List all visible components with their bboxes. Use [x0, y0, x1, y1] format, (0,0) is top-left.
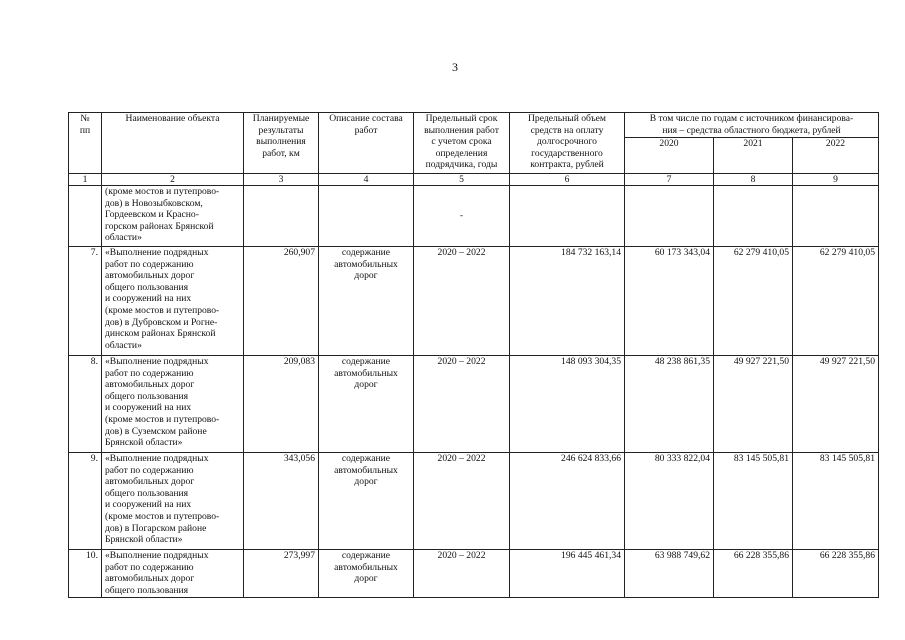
- column-number-row: [69, 174, 879, 186]
- cell-term: 2020 – 2022: [414, 453, 510, 550]
- cell-work: содержание автомобильных дорог: [319, 356, 414, 453]
- cell-y2022: 83 145 505,81: [793, 453, 879, 550]
- cell-term: 2020 – 2022: [414, 247, 510, 356]
- table-row: [69, 356, 879, 453]
- cell-y2021: 83 145 505,81: [714, 453, 793, 550]
- dash-mark: -: [459, 210, 464, 222]
- column-number: 2: [102, 174, 244, 186]
- cell-work: содержание автомобильных дорог: [319, 247, 414, 356]
- column-number: 4: [319, 174, 414, 186]
- cell-y2020: [625, 186, 714, 247]
- cell-work: содержание автомобильных дорог: [319, 453, 414, 550]
- cell-y2022: [793, 186, 879, 247]
- header-deadline: Предельный срок выполнения работ с учетом срока определения подрядчика, годы: [414, 113, 510, 174]
- cell-y2021: 66 228 355,86: [714, 550, 793, 598]
- cell-km: 273,997: [244, 550, 319, 598]
- header-row-1: [69, 113, 879, 138]
- cell-total: 246 624 833,66: [510, 453, 625, 550]
- cell-y2022: 66 228 355,86: [793, 550, 879, 598]
- cell-term: 2020 – 2022: [414, 550, 510, 598]
- cell-num: 9.: [69, 453, 102, 550]
- cell-object: «Выполнение подрядных работ по содержанию автомобильных дорог общего пользования и сооружений на них (кроме мостов и путепрово- дов) в Погарском районе Брянской области»: [102, 453, 244, 550]
- table-row: [69, 247, 879, 356]
- column-number: 8: [714, 174, 793, 186]
- table-row-continuation: [69, 186, 879, 247]
- table-row: [69, 453, 879, 550]
- cell-km: 343,056: [244, 453, 319, 550]
- column-number: 1: [69, 174, 102, 186]
- header-year-2021: 2021: [714, 138, 793, 174]
- header-work-description: Описание состава работ: [319, 113, 414, 174]
- cell-num: [69, 186, 102, 247]
- cell-object: «Выполнение подрядных работ по содержанию автомобильных дорог общего пользования и сооружений на них (кроме мостов и путепрово- дов) в Дубровском и Рогне- динском районах Брянской области»: [102, 247, 244, 356]
- header-years-group: В том числе по годам с источником финансирова- ния – средства областного бюджета, рублей: [625, 113, 879, 138]
- cell-y2020: 60 173 343,04: [625, 247, 714, 356]
- cell-km: [244, 186, 319, 247]
- header-planned-km: Планируемые результаты выполнения работ, км: [244, 113, 319, 174]
- column-number: 6: [510, 174, 625, 186]
- header-num: № пп: [69, 113, 102, 174]
- cell-num: 8.: [69, 356, 102, 453]
- column-number: 3: [244, 174, 319, 186]
- page-number: 3: [452, 60, 458, 74]
- cell-km: 260,907: [244, 247, 319, 356]
- cell-y2022: 49 927 221,50: [793, 356, 879, 453]
- cell-object: «Выполнение подрядных работ по содержанию автомобильных дорог общего пользования: [102, 550, 244, 598]
- objects-table: [68, 112, 879, 598]
- cell-num: 7.: [69, 247, 102, 356]
- cell-y2020: 48 238 861,35: [625, 356, 714, 453]
- cell-total: 148 093 304,35: [510, 356, 625, 453]
- cell-object: (кроме мостов и путепрово- дов) в Новозыбковском, Гордеевском и Красно- горском районах Брянской области»: [102, 186, 244, 247]
- header-object-name: Наименование объекта: [102, 113, 244, 174]
- cell-total: [510, 186, 625, 247]
- cell-num: 10.: [69, 550, 102, 598]
- cell-y2021: 62 279 410,05: [714, 247, 793, 356]
- column-number: 9: [793, 174, 879, 186]
- column-number: 5: [414, 174, 510, 186]
- cell-object: «Выполнение подрядных работ по содержанию автомобильных дорог общего пользования и сооружений на них (кроме мостов и путепрово- дов) в Суземском районе Брянской области»: [102, 356, 244, 453]
- cell-term: 2020 – 2022: [414, 356, 510, 453]
- header-max-amount: Предельный объем средств на оплату долгосрочного государственного контракта, рублей: [510, 113, 625, 174]
- cell-y2021: 49 927 221,50: [714, 356, 793, 453]
- header-year-2020: 2020: [625, 138, 714, 174]
- column-number: 7: [625, 174, 714, 186]
- cell-work: [319, 186, 414, 247]
- header-year-2022: 2022: [793, 138, 879, 174]
- cell-km: 209,083: [244, 356, 319, 453]
- cell-y2022: 62 279 410,05: [793, 247, 879, 356]
- cell-total: 184 732 163,14: [510, 247, 625, 356]
- cell-total: 196 445 461,34: [510, 550, 625, 598]
- cell-y2020: 80 333 822,04: [625, 453, 714, 550]
- cell-y2020: 63 988 749,62: [625, 550, 714, 598]
- table-row: [69, 550, 879, 598]
- cell-work: содержание автомобильных дорог: [319, 550, 414, 598]
- cell-mark: [414, 186, 510, 247]
- cell-y2021: [714, 186, 793, 247]
